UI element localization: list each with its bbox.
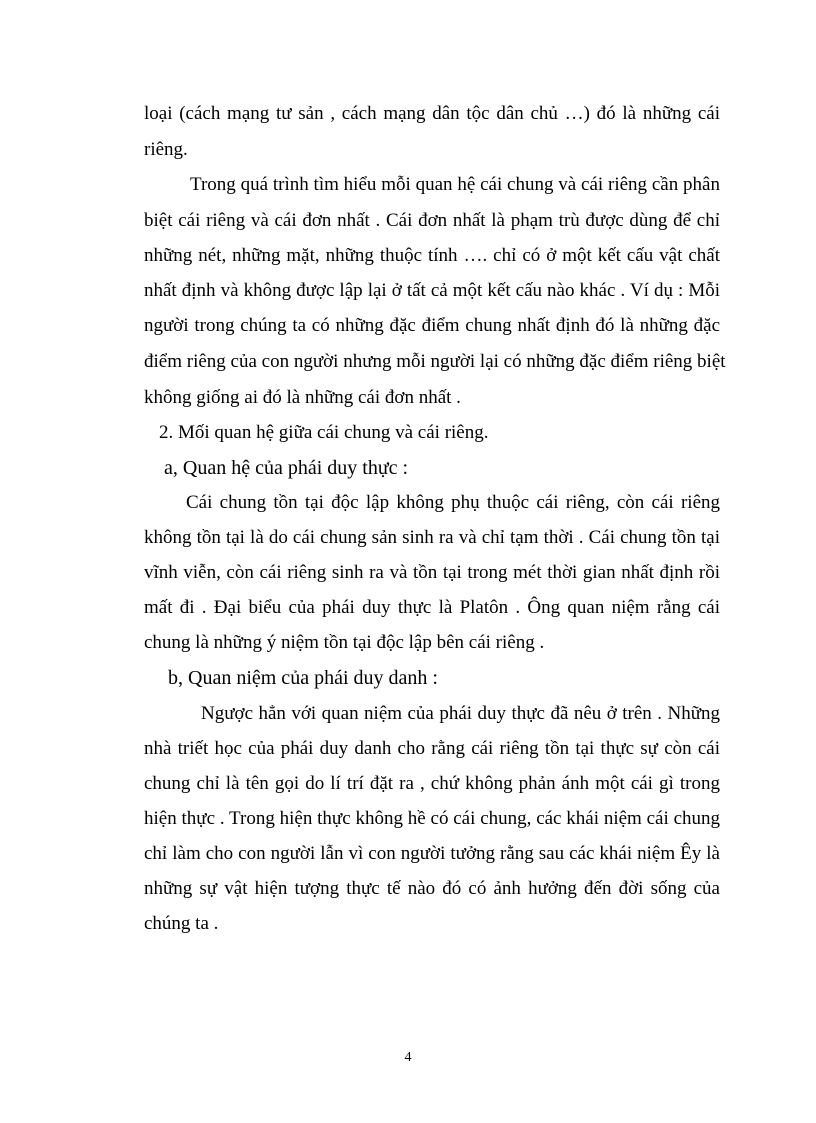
text-line: những sự vật hiện tượng thực tế nào đó có ảnh hưởng đến đời sống của: [144, 878, 720, 899]
text-line: chung là những ý niệm tồn tại độc lập bên cái riêng .: [144, 632, 545, 653]
text-line: chúng ta .: [144, 913, 219, 934]
text-line: nhất định và không được lập lại ở tất cả một kết cấu nào khác . Ví dụ : Mỗi: [144, 280, 720, 301]
text-line: vĩnh viễn, còn cái riêng sinh ra và tồn tại trong mét thời gian nhất định rồi: [144, 562, 720, 583]
page-number: 4: [404, 1050, 412, 1065]
text-line: riêng.: [144, 139, 188, 160]
subsection-heading: b, Quan niệm của phái duy danh :: [168, 667, 438, 689]
text-line: Trong quá trình tìm hiểu mỗi quan hệ cái chung và cái riêng cần phân: [190, 174, 720, 195]
section-heading: 2. Mối quan hệ giữa cái chung và cái riêng.: [159, 422, 489, 443]
text-line: nhà triết học của phái duy danh cho rằng cái riêng tồn tại thực sự còn cái: [144, 738, 720, 759]
text-line: điểm riêng của con người nhưng mỗi người lại có những đặc điểm riêng biệt: [144, 351, 726, 372]
text-line: Cái chung tồn tại độc lập không phụ thuộc cái riêng, còn cái riêng: [186, 492, 720, 513]
text-line: những nét, những mặt, những thuộc tính …. chỉ có ở một kết cấu vật chất: [144, 245, 720, 266]
text-line: chỉ làm cho con người lẫn vì con người tưởng rằng sau các khái niệm Êy là: [144, 843, 720, 864]
text-line: mất đi . Đại biểu của phái duy thực là Platôn . Ông quan niệm rằng cái: [144, 597, 720, 618]
text-line: hiện thực . Trong hiện thực không hề có cái chung, các khái niệm cái chung: [144, 808, 720, 829]
text-line: không tồn tại là do cái chung sản sinh ra và chỉ tạm thời . Cái chung tồn tại: [144, 527, 720, 548]
subsection-heading: a, Quan hệ của phái duy thực :: [164, 457, 409, 479]
text-line: Ngược hẳn với quan niệm của phái duy thực đã nêu ở trên . Những: [201, 703, 720, 724]
text-line: người trong chúng ta có những đặc điểm chung nhất định đó là những đặc: [144, 315, 720, 336]
text-line: chung chỉ là tên gọi do lí trí đặt ra , chứ không phản ánh một cái gì trong: [144, 773, 720, 794]
text-line: loại (cách mạng tư sản , cách mạng dân tộc dân chủ …) đó là những cái: [144, 103, 720, 124]
text-line: biệt cái riêng và cái đơn nhất . Cái đơn nhất là phạm trù được dùng để chỉ: [144, 210, 720, 231]
text-line: không giống ai đó là những cái đơn nhất .: [144, 387, 461, 408]
